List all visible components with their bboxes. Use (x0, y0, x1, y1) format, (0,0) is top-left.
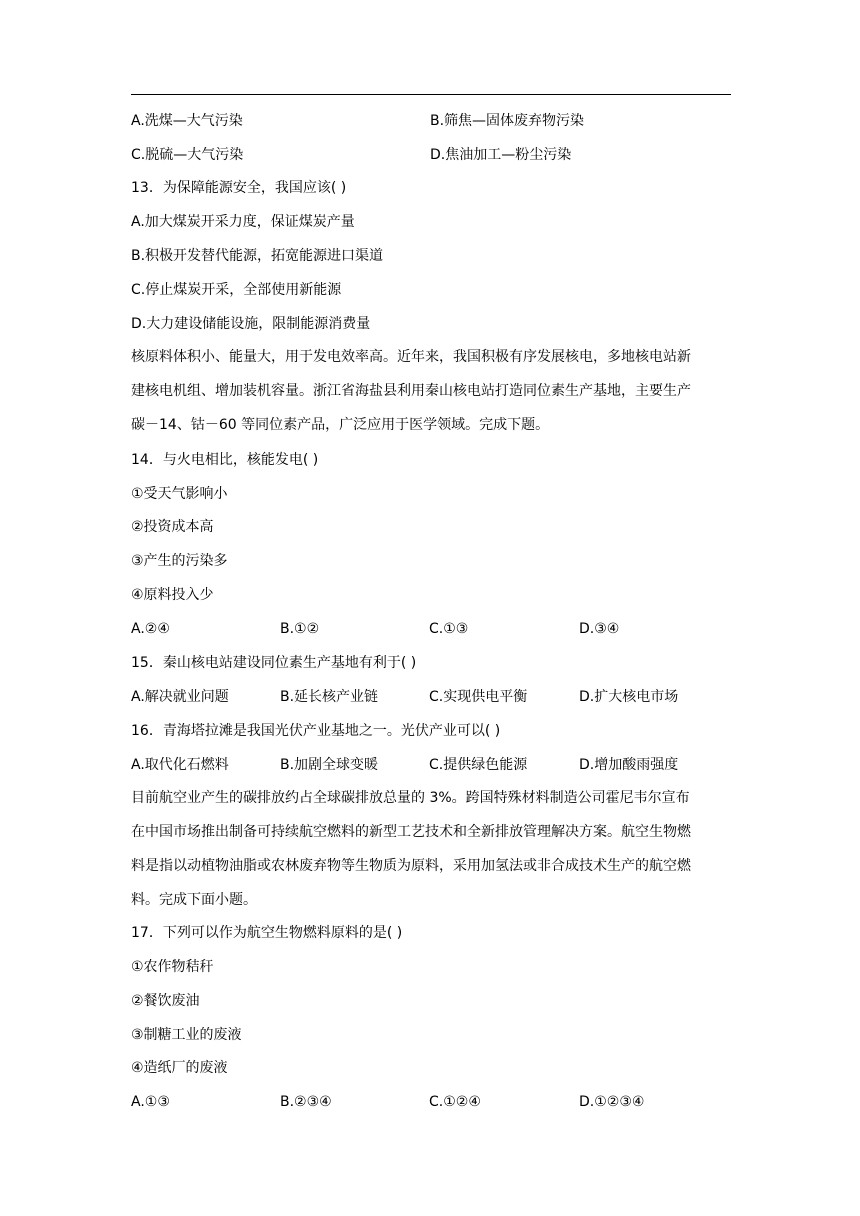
passage-nuclear (131, 340, 731, 442)
q15-stem: 15．秦山核电站建设同位素生产基地有利于( ) (131, 655, 417, 671)
q17-option-a[interactable]: A.①③ (131, 1094, 170, 1110)
passage-aviation-line: 在中国市场推出制备可持续航空燃料的新型工艺技术和全新排放管理解决方案。航空生物燃 (131, 824, 691, 840)
q15-options (131, 688, 731, 706)
q14-options (131, 620, 731, 638)
q14-statement-4: ④原料投入少 (131, 587, 214, 603)
q17-options (131, 1093, 731, 1111)
passage-nuclear-line: 建核电机组、增加装机容量。浙江省海盐县利用秦山核电站打造同位素生产基地，主要生产 (131, 383, 691, 399)
q16-option-c[interactable]: C.提供绿色能源 (429, 757, 528, 773)
q13-option-c[interactable]: C.停止煤炭开采，全部使用新能源 (131, 282, 342, 298)
q14-option-d[interactable]: D.③④ (579, 621, 620, 637)
q12-option-a[interactable]: A.洗煤—大气污染 (131, 113, 243, 129)
q12-options-row2 (131, 146, 731, 164)
q14-statement-1: ①受天气影响小 (131, 486, 228, 502)
q16-stem: 16．青海塔拉滩是我国光伏产业基地之一。光伏产业可以( ) (131, 723, 501, 739)
q16-option-a[interactable]: A.取代化石燃料 (131, 757, 229, 773)
q17-option-c[interactable]: C.①②④ (429, 1094, 481, 1110)
q12-options-row1 (131, 112, 731, 130)
q17-option-b[interactable]: B.②③④ (280, 1094, 332, 1110)
q12-option-b[interactable]: B.筛焦—固体废弃物污染 (430, 113, 585, 129)
q17-statement-3: ③制糖工业的废液 (131, 1027, 242, 1043)
q14-option-c[interactable]: C.①③ (429, 621, 469, 637)
passage-aviation-line: 料是指以动植物油脂或农林废弃物等生物质为原料，采用加氢法或非合成技术生产的航空燃 (131, 858, 691, 874)
q12-option-d[interactable]: D.焦油加工—粉尘污染 (430, 147, 572, 163)
q14-statement-2: ②投资成本高 (131, 519, 214, 535)
passage-aviation-line: 料。完成下面小题。 (131, 892, 257, 908)
q14-statement-3: ③产生的污染多 (131, 553, 228, 569)
q16-options (131, 756, 731, 774)
q14-option-a[interactable]: A.②④ (131, 621, 170, 637)
q13-option-b[interactable]: B.积极开发替代能源，拓宽能源进口渠道 (131, 248, 384, 264)
q13-option-a[interactable]: A.加大煤炭开采力度，保证煤炭产量 (131, 214, 355, 230)
q17-option-d[interactable]: D.①②③④ (579, 1094, 645, 1110)
q17-statement-1: ①农作物秸秆 (131, 959, 214, 975)
passage-nuclear-line: 核原料体积小、能量大，用于发电效率高。近年来，我国积极有序发展核电，多地核电站新 (131, 349, 691, 365)
q16-option-d[interactable]: D.增加酸雨强度 (579, 757, 679, 773)
q14-stem: 14．与火电相比，核能发电( ) (131, 452, 319, 468)
q17-stem: 17．下列可以作为航空生物燃料原料的是( ) (131, 925, 403, 941)
q13-stem: 13．为保障能源安全，我国应该( ) (131, 180, 347, 196)
header-rule (131, 94, 731, 95)
q17-statement-4: ④造纸厂的废液 (131, 1060, 228, 1076)
q14-option-b[interactable]: B.①② (280, 621, 320, 637)
q12-option-c[interactable]: C.脱硫—大气污染 (131, 147, 244, 163)
q15-option-c[interactable]: C.实现供电平衡 (429, 689, 528, 705)
q15-option-b[interactable]: B.延长核产业链 (280, 689, 379, 705)
passage-nuclear-line: 碳－14、钴－60 等同位素产品，广泛应用于医学领域。完成下题。 (131, 417, 550, 433)
q15-option-d[interactable]: D.扩大核电市场 (579, 689, 679, 705)
q16-option-b[interactable]: B.加剧全球变暖 (280, 757, 379, 773)
q17-statement-2: ②餐饮废油 (131, 993, 200, 1009)
q13-option-d[interactable]: D.大力建设储能设施，限制能源消费量 (131, 316, 371, 332)
passage-aviation (131, 781, 731, 917)
passage-aviation-line: 目前航空业产生的碳排放约占全球碳排放总量的 3%。跨国特殊材料制造公司霍尼韦尔宣布 (131, 790, 690, 806)
q15-option-a[interactable]: A.解决就业问题 (131, 689, 229, 705)
